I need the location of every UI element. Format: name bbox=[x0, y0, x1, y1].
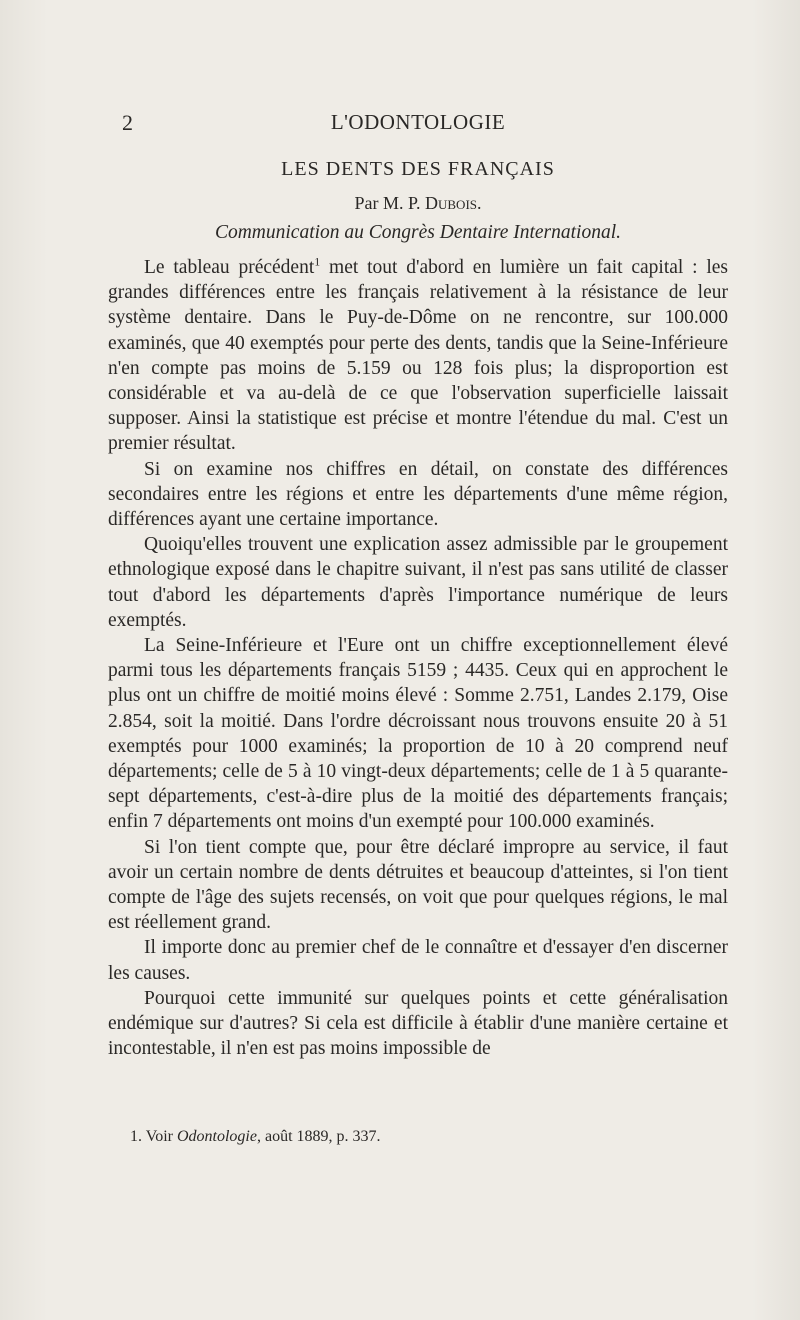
footnote-journal: Odontologie bbox=[176, 1128, 257, 1145]
article-subtitle: Communication au Congrès Dentaire International. bbox=[214, 222, 622, 243]
running-title: L'ODONTOLOGIE bbox=[330, 110, 506, 134]
footnote-marker: 1 bbox=[314, 254, 321, 269]
paragraph-7: Pourquoi cette immunité sur quelques points et cette généralisation endémique sur d'autres? Si cela est difficile à établir d'une manière certaine et incontestable, il n'en est pas moins impossible de bbox=[108, 987, 728, 1060]
article-body bbox=[108, 255, 728, 1062]
paragraph-6: Il importe donc au premier chef de le connaître et d'essayer d'en discerner les causes. bbox=[108, 937, 728, 984]
byline-author: Dubois bbox=[425, 193, 478, 213]
paragraph-3: Quoiqu'elles trouvent une explication assez admissible par le groupement ethnologique exposé dans le chapitre suivant, il n'est pas sans utilité de classer tout d'abord les départements d'après l'importance numérique de leurs exemptés. bbox=[108, 534, 728, 631]
byline-suffix: . bbox=[477, 193, 482, 213]
paragraph-1: Le tableau précédent$^1$ met tout d'abord en lumière un fait capital : les grandes différences entre les français relativement à la résistance de leur système dentaire. Dans le Puy-de-Dôme on ne rencontre, sur 100.000 examinés, que 40 exemptés pour perte des dents, tandis que la Seine-Inférieure n'en compte pas moins de 5.159 ou 128 fois plus; la disproportion est considérable et va au-delà de ce que l'observation superficielle laissait supposer. Ainsi la statistique est précise et montre l'étendue du mal. C'est un premier résultat. bbox=[108, 254, 728, 455]
article-byline bbox=[108, 193, 728, 214]
page-header bbox=[108, 110, 728, 140]
footnote-number: 1. bbox=[130, 1128, 142, 1145]
paragraph-5: Si l'on tient compte que, pour être déclaré impropre au service, il faut avoir un certain nombre de dents détruites et beaucoup d'atteintes, si l'on tient compte de l'âge des sujets recensés, on voit que pour quelques régions, le mal est réellement grand. bbox=[108, 836, 728, 934]
byline-prefix: Par M. P. bbox=[354, 193, 425, 213]
footnote: 1. Voir Odontologie, août 1889, p. 337. bbox=[130, 1128, 381, 1145]
page-number: 2 bbox=[122, 110, 133, 135]
paragraph-4: La Seine-Inférieure et l'Eure ont un chiffre exceptionnellement élevé parmi tous les départements français 5159 ; 4435. Ceux qui en approchent le plus ont un chiffre de moitié moins élevé : Somme 2.751, Landes 2.179, Oise 2.854, soit la moitié. Dans l'ordre décroissant nous trouvons ensuite 20 à 51 exemptés pour 1000 examinés; la proportion de 10 à 20 comprend neuf départements; celle de 5 à 10 vingt-deux départements; celle de 1 à 5 quarante-sept départements, c'est-à-dire plus de la moitié des départements français; enfin 7 départements ont moins d'un exempté pour 100.000 examinés. bbox=[108, 635, 728, 833]
paragraph-2: Si on examine nos chiffres en détail, on constate des différences secondaires entre les régions et entre les départements d'une même région, différences ayant une certaine importance. bbox=[108, 458, 728, 531]
article-title: LES DENTS DES FRANÇAIS bbox=[281, 158, 555, 180]
